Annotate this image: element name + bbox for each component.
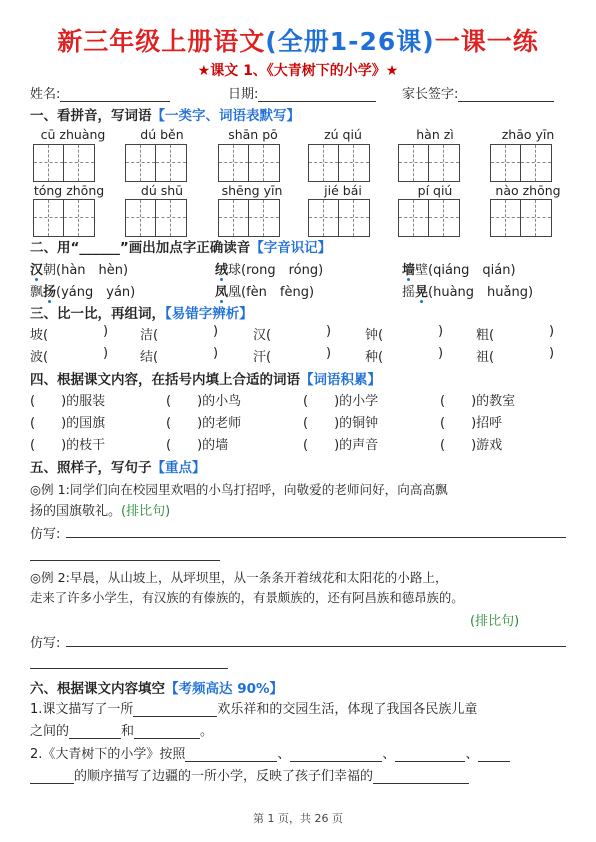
fill-item[interactable]: ( )的小学: [303, 394, 379, 409]
name-line: [60, 88, 170, 102]
word-group-item[interactable]: 汉(: [253, 328, 272, 343]
fill-item[interactable]: ( )的枝干: [30, 438, 106, 453]
answer-blank[interactable]: [373, 770, 469, 784]
fill-item[interactable]: ( )的服装: [30, 394, 106, 409]
pinyin-label: cū zhuàng: [40, 127, 106, 142]
writing-grid[interactable]: [218, 144, 280, 182]
section-3-heading: 三、比一比，再组词，【易错字辨析】: [30, 306, 253, 322]
fill-item[interactable]: ( )游戏: [440, 438, 503, 453]
pronunciation-item[interactable]: 汉朝(hàn hèn): [30, 259, 128, 278]
word-group-item[interactable]: 祖(: [476, 350, 495, 365]
pinyin-label: pí qiú: [417, 183, 453, 198]
lesson-subtitle: ★课文 1、《大青树下的小学》★: [197, 63, 399, 79]
example-2-text: ◎例 2:早晨，从山坡上，从坪坝里，从一条条开着绒花和太阳花的小路上，: [30, 570, 448, 585]
pinyin-label: jié bái: [324, 183, 362, 198]
word-group-item[interactable]: 坡(: [30, 328, 49, 343]
pinyin-label: dú běn: [140, 127, 184, 142]
section-6-heading: 六、根据课文内容填空【考频高达 90%】: [30, 681, 284, 697]
pronunciation-item[interactable]: 墙壁(qiáng qián): [402, 259, 516, 278]
writing-grid[interactable]: [308, 144, 370, 182]
answer-blank[interactable]: [395, 748, 465, 762]
page-title: 新三年级上册语文(全册1-26课)一课一练: [57, 27, 539, 56]
word-group-item[interactable]: 种(: [365, 350, 384, 365]
writing-grid[interactable]: [125, 199, 187, 237]
section-2-heading: 二、用“______”画出加点字正确读音【字音识记】: [30, 240, 332, 256]
answer-blank[interactable]: [185, 748, 277, 762]
writing-grid[interactable]: [33, 144, 95, 182]
question-2: 2.《大青树下的小学》按照 、 、 、: [30, 743, 510, 762]
pinyin-label: zhāo yīn: [501, 127, 555, 142]
section-4-heading: 四、根据课文内容，在括号内填上合适的词语【词语积累】: [30, 372, 381, 388]
fill-item[interactable]: ( )的铜钟: [303, 416, 379, 431]
answer-blank[interactable]: [69, 725, 121, 739]
pinyin-label: zú qiú: [324, 127, 362, 142]
pronunciation-item[interactable]: 摇晃(huàng huǎng): [402, 281, 533, 300]
answer-blank[interactable]: [478, 748, 510, 762]
example-2-note: (排比句): [470, 614, 520, 629]
writing-grid[interactable]: [398, 199, 460, 237]
writing-grid[interactable]: [33, 199, 95, 237]
answer-blank[interactable]: [30, 770, 74, 784]
imitate-line[interactable]: [66, 646, 566, 647]
pinyin-label: hàn zì: [416, 127, 454, 142]
section-5-heading: 五、照样子，写句子【重点】: [30, 460, 206, 476]
fill-item[interactable]: ( )招呼: [440, 416, 503, 431]
date-field[interactable]: 日期:: [228, 83, 376, 102]
imitate-line[interactable]: [66, 537, 566, 538]
writing-grid[interactable]: [218, 199, 280, 237]
writing-grid[interactable]: [308, 199, 370, 237]
fill-item[interactable]: ( )的老师: [166, 416, 242, 431]
question-1: 1.课文描写了一所 欢乐祥和的交园生活，体现了我国各民族儿童: [30, 702, 478, 717]
fill-item[interactable]: ( )的声音: [303, 438, 379, 453]
fill-item[interactable]: ( )的国旗: [30, 416, 106, 431]
answer-blank[interactable]: [133, 703, 217, 717]
question-2-cont: 的顺序描写了边疆的一所小学，反映了孩子们幸福的: [30, 765, 469, 784]
imitate-line[interactable]: [30, 668, 228, 669]
example-1-text-cont: 扬的国旗敬礼。(排比句): [30, 504, 171, 519]
word-group-item[interactable]: 汗(: [253, 350, 272, 365]
answer-blank[interactable]: [134, 725, 200, 739]
imitate-label: 仿写:: [30, 527, 61, 542]
word-group-item[interactable]: 钟(: [365, 328, 384, 343]
pinyin-label: tóng zhōng: [33, 183, 105, 198]
name-field[interactable]: 姓名:: [30, 83, 170, 102]
fill-item[interactable]: ( )的墙: [166, 438, 229, 453]
pinyin-label: nào zhōng: [495, 183, 561, 198]
imitate-label: 仿写:: [30, 636, 61, 651]
section-1-heading: 一、看拼音，写词语【一类字、词语表默写】: [30, 108, 300, 124]
example-2-text-cont: 走来了许多小学生，有汉族的有傣族的，有景颇族的，还有阿昌族和德昂族的。: [30, 590, 464, 605]
word-group-item[interactable]: 洁(: [140, 328, 159, 343]
writing-grid[interactable]: [490, 144, 552, 182]
question-1-cont: 之间的 和 。: [30, 724, 214, 739]
pronunciation-item[interactable]: 飘扬(yáng yán): [30, 281, 135, 300]
page-footer: 第 1 页，共 26 页: [253, 812, 343, 825]
writing-grid[interactable]: [398, 144, 460, 182]
pinyin-label: shān pō: [228, 127, 278, 142]
writing-grid[interactable]: [125, 144, 187, 182]
fill-item[interactable]: ( )的教室: [440, 394, 516, 409]
pronunciation-item[interactable]: 凤凰(fèn fèng): [215, 281, 314, 300]
writing-grid[interactable]: [490, 199, 552, 237]
pinyin-label: shēng yīn: [221, 183, 283, 198]
parent-sign-field[interactable]: 家长签字:: [402, 83, 554, 102]
example-1-text: ◎例 1:同学们向在校园里欢唱的小鸟打招呼，向敬爱的老师问好，向高高飘: [30, 482, 448, 497]
word-group-item[interactable]: 粗(: [476, 328, 495, 343]
word-group-item[interactable]: 结(: [140, 350, 159, 365]
parent-sign-line: [458, 88, 554, 102]
date-line: [258, 88, 376, 102]
answer-blank[interactable]: [290, 748, 382, 762]
pinyin-label: dú shū: [140, 183, 184, 198]
word-group-item[interactable]: 波(: [30, 350, 49, 365]
fill-item[interactable]: ( )的小鸟: [166, 394, 242, 409]
imitate-line[interactable]: [30, 560, 220, 561]
pronunciation-item[interactable]: 绒球(rong róng): [215, 259, 323, 278]
